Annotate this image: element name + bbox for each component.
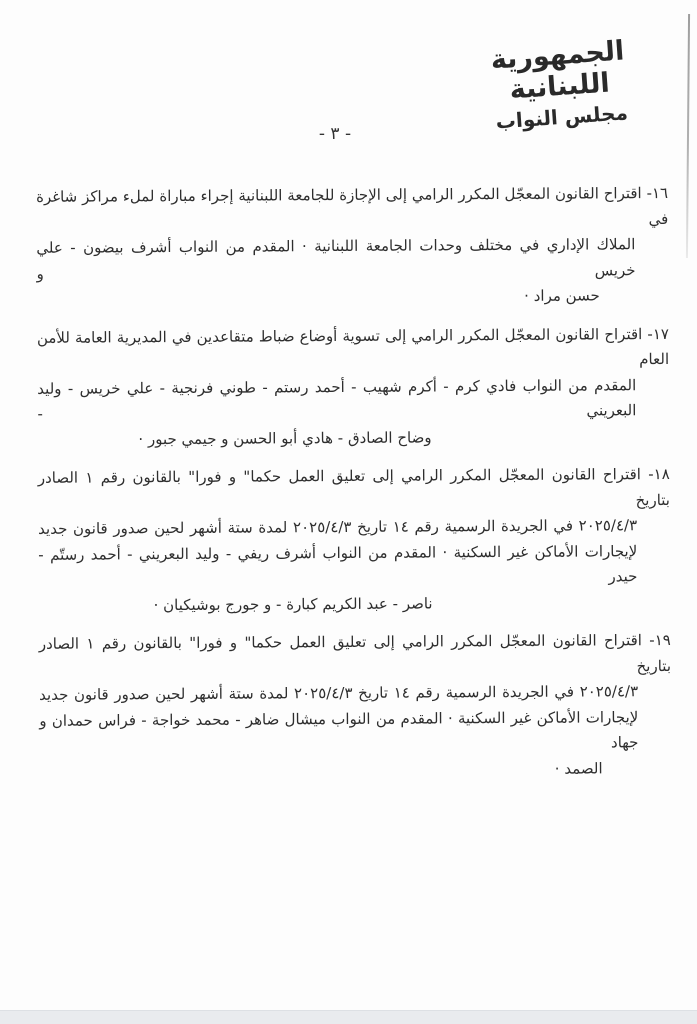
agenda-item-17 bbox=[37, 321, 670, 452]
agenda-item-18-line-2: ٢٠٢٥/٤/٣ في الجريدة الرسمية رقم ١٤ تاريخ ٢٠٢٥/٤/٣ لمدة ستة أشهر لحين صدور قانون جديد bbox=[38, 516, 638, 538]
agenda-item-17-line-2: المقدم من النواب فادي كرم - أكرم شهيب - أحمد رستم - طوني فرنجية - علي خريس - وليد البعريني - bbox=[37, 375, 637, 423]
page-number: - ٣ - bbox=[318, 124, 352, 144]
agenda-item-16-line-3: حسن مراد · bbox=[524, 286, 600, 305]
letterhead-parliament: مجلس النواب bbox=[494, 100, 629, 134]
agenda-item-19-line-4: الصمد · bbox=[554, 758, 603, 778]
scan-edge-shadow bbox=[0, 1010, 697, 1024]
agenda-item-18-line-3: لإيجارات الأماكن غير السكنية · المقدم من النواب أشرف ريفي - وليد البعريني - أحمد رستّم - حيدر bbox=[38, 541, 638, 586]
agenda-item-18-line-4: ناصر - عبد الكريم كبارة - و جورج بوشيكيان · bbox=[153, 593, 433, 614]
agenda-item-16 bbox=[36, 181, 669, 312]
agenda-item-19-line-2: ٢٠٢٥/٤/٣ في الجريدة الرسمية رقم ١٤ تاريخ ٢٠٢٥/٤/٣ لمدة ستة أشهر لحين صدور قانون جديد bbox=[39, 682, 639, 704]
agenda-list bbox=[36, 181, 672, 798]
agenda-item-19 bbox=[39, 628, 672, 785]
agenda-item-19-line-1: ١٩- اقتراح القانون المعجّل المكرر الرامي إلى تعليق العمل حكما" و فورا" بالقانون رقم ١ الصادر بتاريخ bbox=[38, 630, 672, 675]
letterhead bbox=[439, 32, 680, 137]
agenda-item-16-line-2: الملاك الإداري في مختلف وحدات الجامعة اللبنانية · المقدم من النواب أشرف بيضون - علي خريس و bbox=[36, 235, 636, 283]
agenda-item-17-line-1: ١٧- اقتراح القانون المعجّل المكرر الرامي إلى تسوية أوضاع ضباط متقاعدين في المديرية العامة للأمن العام bbox=[36, 324, 670, 369]
agenda-item-18-line-1: ١٨- اقتراح القانون المعجّل المكرر الرامي إلى تعليق العمل حكما" و فورا" بالقانون رقم ١ الصادر بتاريخ bbox=[37, 464, 671, 509]
agenda-item-18 bbox=[38, 462, 671, 619]
scan-artifact-line bbox=[685, 14, 689, 258]
letterhead-republic: الجمهورية اللبنانية bbox=[489, 35, 626, 106]
agenda-item-19-line-3: لإيجارات الأماكن غير السكنية · المقدم من النواب ميشال ضاهر - محمد خواجة - فراس حمدان و جهاد bbox=[39, 707, 639, 752]
agenda-item-17-line-3: وضاح الصادق - هادي أبو الحسن و جيمي جبور · bbox=[138, 427, 432, 448]
agenda-item-16-line-1: ١٦- اقتراح القانون المعجّل المكرر الرامي إلى الإجازة للجامعة اللبنانية إجراء مباراة لملء مراكز شاغرة في bbox=[36, 183, 669, 228]
